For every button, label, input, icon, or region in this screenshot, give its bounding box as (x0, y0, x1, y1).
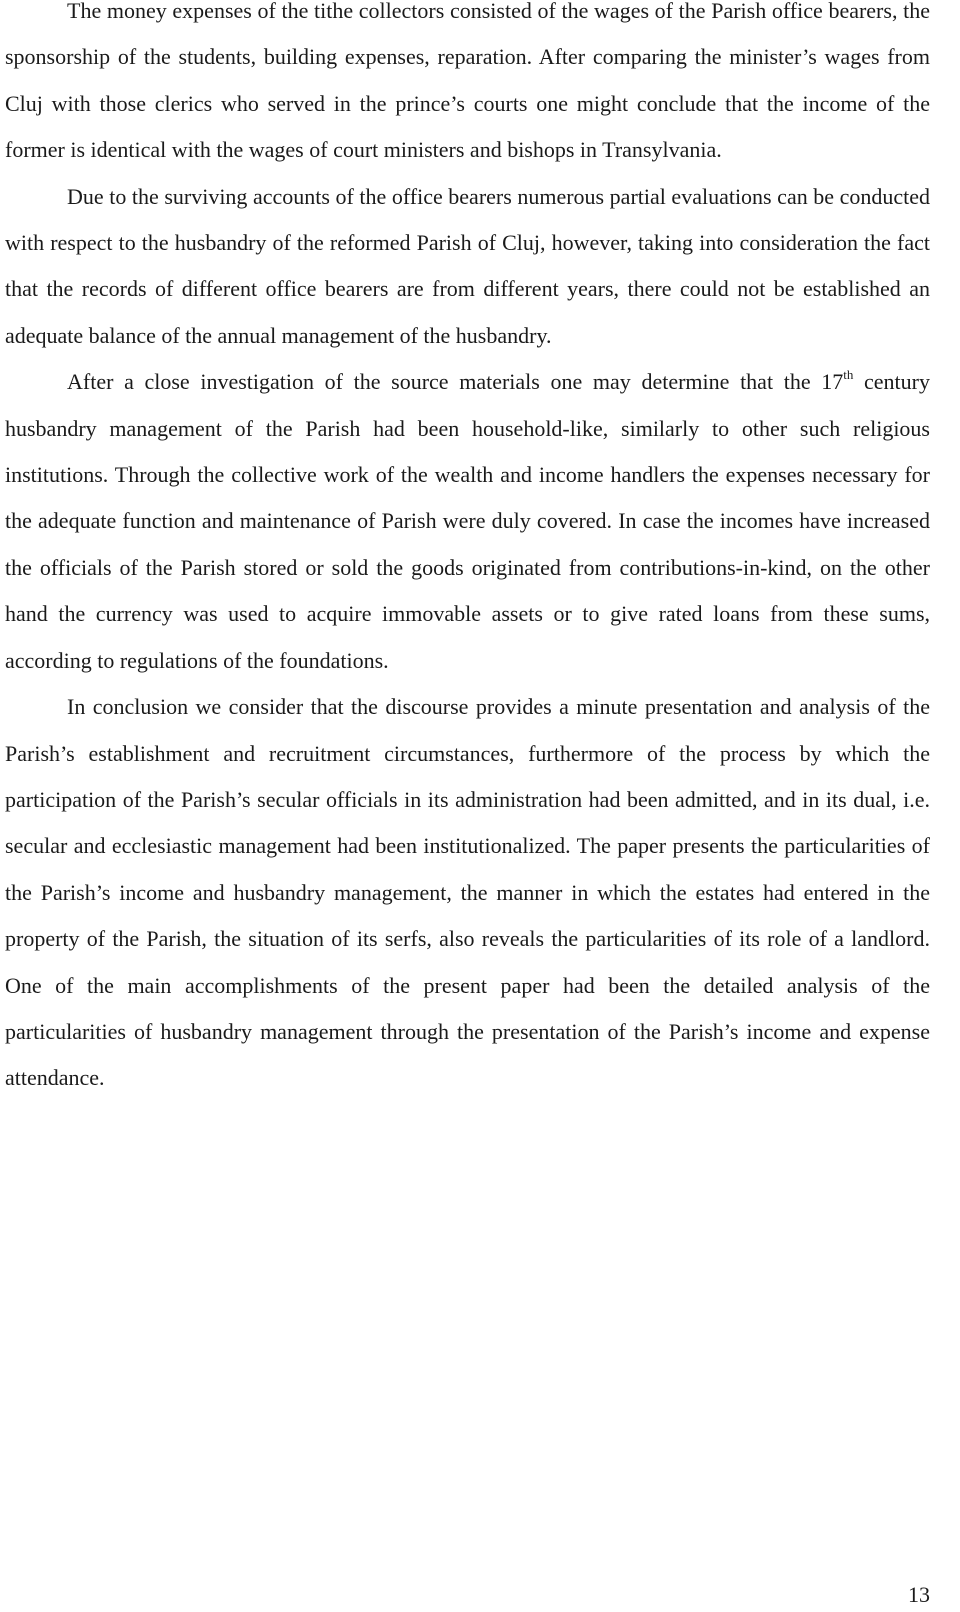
document-page (5, 0, 930, 1102)
paragraph-text-before-sup: After a close investigation of the source materials one may determine that the 17 (67, 369, 844, 395)
paragraph-surviving-accounts: Due to the surviving accounts of the office bearers numerous partial evaluations can be conducted with respect to the husbandry of the reformed Parish of Cluj, however, taking into consideration the fact that the records of different office bearers are from different years, there could not be established an adequate balance of the annual management of the husbandry. (5, 183, 930, 348)
paragraph-text-after-sup: century husbandry management of the Parish had been household-like, similarly to other such religious institutions. Through the collective work of the wealth and income handlers the expenses necessary for the adequate function and maintenance of Parish were duly covered. In case the incomes have increased the officials of the Parish stored or sold the goods originated from contributions-in-kind, on the other hand the currency was used to acquire immovable assets or to give rated loans from these sums, according to regulations of the foundations. (5, 369, 930, 673)
ordinal-superscript: th (843, 367, 854, 383)
paragraph-conclusion: In conclusion we consider that the discourse provides a minute presentation and analysis of the Parish’s establishment and recruitment circumstances, furthermore of the process by which the participation of the Parish’s secular officials in its administration had been admitted, and in its dual, i.e. secular and ecclesiastic management had been institutionalized. The paper presents the particularities of the Parish’s income and husbandry management, the manner in which the estates had entered in the property of the Parish, the situation of its serfs, also reveals the particularities of its role of a landlord. One of the main accomplishments of the present paper had been the detailed analysis of the particularities of husbandry management through the presentation of the Parish’s income and expense attendance. (5, 694, 930, 1091)
paragraph-source-investigation (5, 359, 930, 684)
page-number: 13 (908, 1582, 930, 1607)
paragraph-tithe-expenses: The money expenses of the tithe collectors consisted of the wages of the Parish office bearers, the sponsorship of the students, building expenses, reparation. After comparing the minister’s wages from Cluj with those clerics who served in the prince’s courts one might conclude that the income of the former is identical with the wages of court ministers and bishops in Transylvania. (5, 0, 930, 163)
